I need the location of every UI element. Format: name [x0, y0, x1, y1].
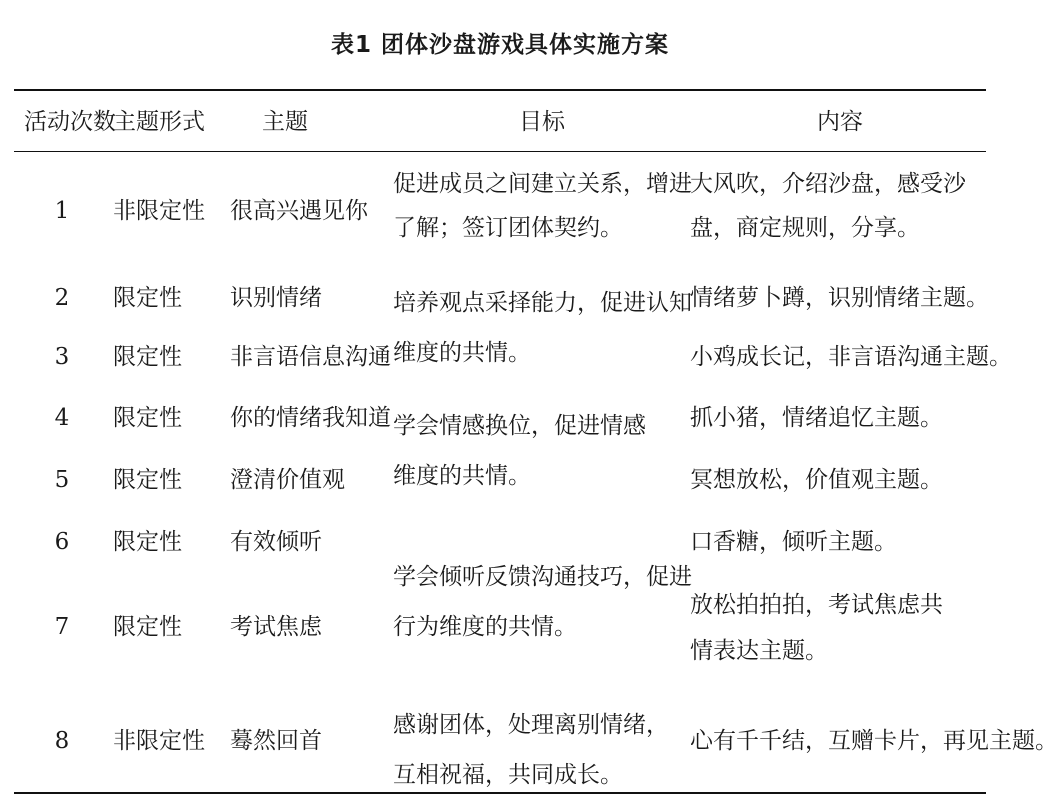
row-5-theme: 澄清价值观	[230, 467, 345, 493]
header-activity-count: 活动次数	[24, 109, 116, 135]
row-5-content: 冥想放松，价值观主题。	[690, 467, 943, 493]
row-1-form: 非限定性	[113, 198, 205, 224]
header-content: 内容	[817, 109, 863, 135]
table-header-rule	[14, 151, 986, 152]
row-8-number: 8	[54, 728, 70, 754]
row-6-theme: 有效倾听	[230, 529, 322, 555]
table-caption: 表1 团体沙盘游戏具体实施方案	[330, 32, 669, 58]
row-8-content: 心有千千结，互赠卡片，再见主题。	[690, 728, 1058, 754]
row-4-number: 4	[54, 405, 70, 431]
row-7-theme: 考试焦虑	[230, 614, 322, 640]
goal-group-3: 学会情感换位，促进情感维度的共情。	[393, 413, 646, 489]
row-3-number: 3	[54, 344, 70, 370]
row-8-theme: 蓦然回首	[230, 728, 322, 754]
row-5-number: 5	[54, 467, 70, 493]
header-goal: 目标	[519, 109, 565, 135]
table-top-rule	[14, 89, 986, 91]
row-3-content: 小鸡成长记，非言语沟通主题。	[690, 344, 1012, 370]
row-1-theme: 很高兴遇见你	[230, 198, 368, 224]
row-3-form: 限定性	[113, 344, 182, 370]
row-1-content: 大风吹，介绍沙盘，感受沙盘，商定规则，分享。	[690, 171, 966, 241]
row-6-content: 口香糖，倾听主题。	[690, 529, 897, 555]
goal-group-4: 学会倾听反馈沟通技巧，促进行为维度的共情。	[393, 564, 692, 640]
header-theme: 主题	[262, 109, 308, 135]
row-6-form: 限定性	[113, 529, 182, 555]
row-2-form: 限定性	[113, 285, 182, 311]
row-2-theme: 识别情绪	[230, 285, 322, 311]
row-3-theme: 非言语信息沟通	[230, 344, 391, 370]
goal-group-1: 促进成员之间建立关系，增进了解；签订团体契约。	[393, 171, 692, 241]
row-4-theme: 你的情绪我知道	[230, 405, 391, 431]
row-4-content: 抓小猪，情绪追忆主题。	[690, 405, 943, 431]
goal-group-2: 培养观点采择能力，促进认知维度的共情。	[393, 290, 692, 366]
row-8-form: 非限定性	[113, 728, 205, 754]
header-theme-form: 主题形式	[113, 109, 205, 135]
row-7-content: 放松拍拍拍，考试焦虑共情表达主题。	[690, 592, 943, 664]
row-5-form: 限定性	[113, 467, 182, 493]
row-6-number: 6	[54, 529, 70, 555]
row-1-number: 1	[54, 198, 70, 224]
row-4-form: 限定性	[113, 405, 182, 431]
goal-group-5: 感谢团体，处理离别情绪，互相祝福，共同成长。	[393, 712, 669, 788]
row-7-number: 7	[54, 614, 70, 640]
row-7-form: 限定性	[113, 614, 182, 640]
row-2-number: 2	[54, 285, 70, 311]
row-2-content: 情绪萝卜蹲，识别情绪主题。	[690, 285, 989, 311]
